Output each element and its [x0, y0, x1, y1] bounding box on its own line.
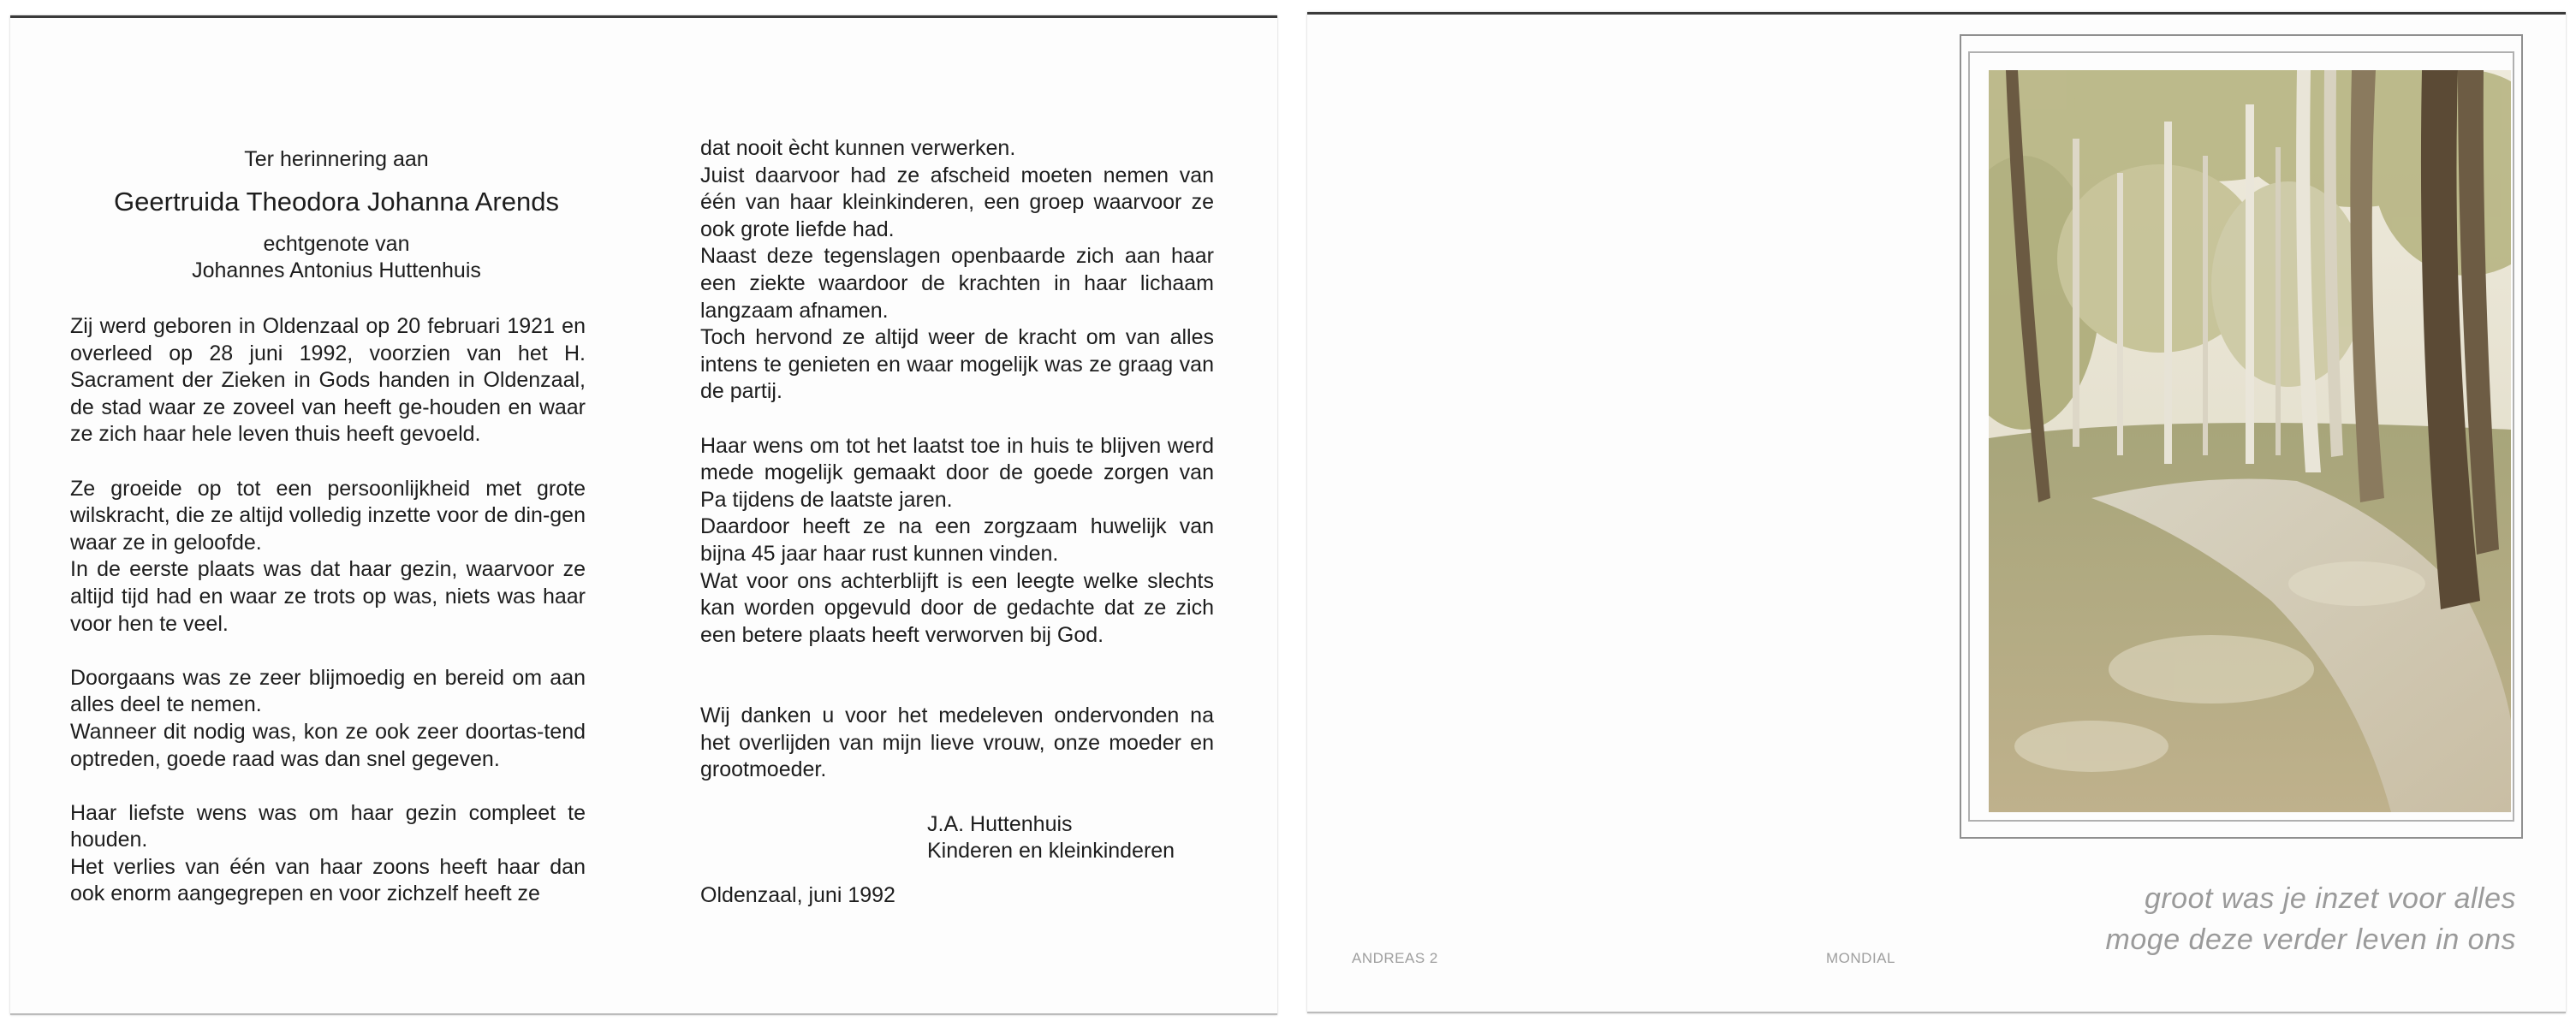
memorial-motto: [1917, 878, 2516, 960]
paragraph: Ze groeide op tot een persoonlijkheid met grote wilskracht, die ze altijd volledig inzette voor de din-gen waar ze in geloofde.: [70, 476, 586, 555]
paragraph: Toch hervond ze altijd weer de kracht om van alles intens te genieten en waar mogelijk was ze graag van de partij.: [700, 325, 1214, 404]
paragraph: Haar wens om tot het laatst toe in huis te blijven werd mede mogelijk gemaakt door de goede zorgen van Pa tijdens de laatste jaren.: [700, 433, 1214, 512]
paragraph: Wanneer dit nodig was, kon ze ook zeer doortas-tend optreden, goede raad was dan snel gegeven.: [70, 719, 586, 771]
signature-family: Kinderen en kleinkinderen: [927, 839, 1175, 864]
brand-mark: MONDIAL: [1826, 950, 1895, 966]
motto-line: groot was je inzet voor alles: [2144, 882, 2516, 915]
signature-name: J.A. Huttenhuis: [927, 811, 1073, 836]
motto-line: moge deze verder leven in ons: [2105, 923, 2516, 956]
publisher-mark: ANDREAS 2: [1352, 950, 1438, 966]
paragraph: Doorgaans was ze zeer blijmoedig en bereid om aan alles deel te nemen.: [70, 665, 586, 717]
paragraph: dat nooit ècht kunnen verwerken.: [700, 136, 1016, 160]
place-date: Oldenzaal, juni 1992: [700, 882, 895, 907]
forest-path-photo: [1989, 70, 2511, 812]
paragraph: Haar liefste wens was om haar gezin compleet te houden.: [70, 800, 586, 852]
memorial-card-text-side: [10, 15, 1277, 1015]
dedication-header: [70, 132, 603, 284]
paragraph: Daardoor heeft ze na een zorgzaam huwelijk van bijna 45 jaar haar rust kunnen vinden.: [700, 514, 1214, 566]
card-edge-bottom: [1307, 1012, 2566, 1013]
dedication-intro: Ter herinnering aan: [244, 147, 429, 171]
text-column-left: [70, 313, 586, 908]
card-edge-top: [1307, 12, 2566, 15]
paragraph: Het verlies van één van haar zoons heeft haar dan ook enorm aangegrepen en voor zichzelf heeft ze: [70, 854, 586, 906]
card-edge-bottom: [10, 1013, 1277, 1015]
paragraph: Wat voor ons achterblijft is een leegte welke slechts kan worden opgevuld door de gedachte dat ze zich een betere plaats heeft verworven bij God.: [700, 568, 1214, 647]
thank-you-note: Wij danken u voor het medeleven ondervonden na het overlijden van mijn lieve vrouw, onze moeder en grootmoeder.: [700, 703, 1214, 782]
text-column-right: [700, 135, 1214, 909]
memorial-card-picture-side: [1307, 12, 2566, 1013]
paragraph: Juist daarvoor had ze afscheid moeten nemen van één van haar kleinkinderen, een groep waarvoor ze ook grote liefde had.: [700, 163, 1214, 241]
paragraph: Naast deze tegenslagen openbaarde zich aan haar een ziekte waardoor de krachten in haar lichaam langzaam afnamen.: [700, 244, 1214, 323]
paragraph: In de eerste plaats was dat haar gezin, waarvoor ze altijd tijd had en waar ze trots op was, niets was haar voor hen te veel.: [70, 557, 586, 636]
deceased-name: Geertruida Theodora Johanna Arends: [114, 187, 559, 217]
paragraph: Zij werd geboren in Oldenzaal op 20 februari 1921 en overleed op 28 juni 1992, voorzien van het H. Sacrament der Zieken in Gods handen in Oldenzaal, de stad waar ze zoveel van heeft ge-houden en waar ze zich haar hele leven thuis heeft gevoeld.: [70, 314, 586, 447]
card-edge-top: [10, 15, 1277, 18]
spouse-name: Johannes Antonius Huttenhuis: [192, 258, 481, 282]
relation-label: echtgenote van: [263, 232, 410, 256]
